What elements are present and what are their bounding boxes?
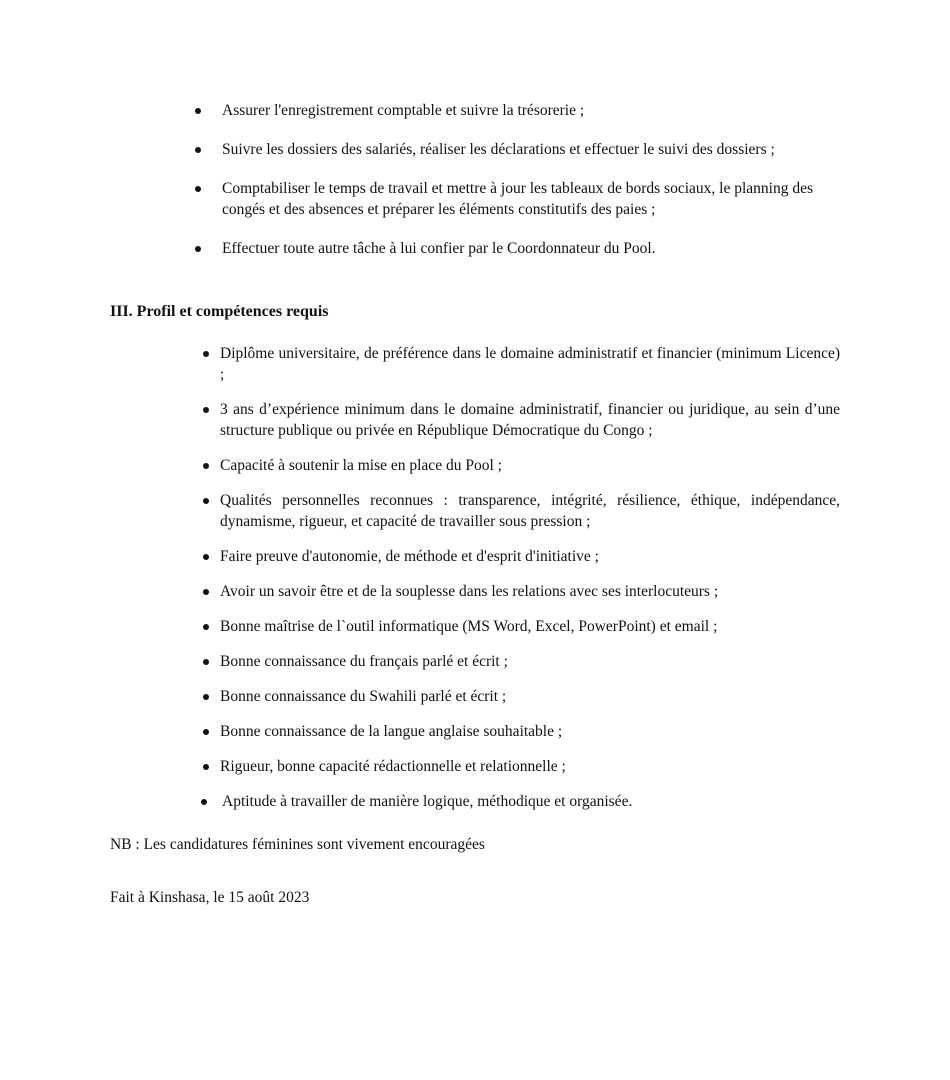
list-item — [220, 651, 840, 672]
duties-list — [222, 100, 842, 277]
bullet-icon — [203, 764, 209, 770]
bullet-icon — [203, 694, 209, 700]
bullet-icon — [203, 351, 209, 357]
list-item — [222, 238, 842, 259]
section-heading: III. Profil et compétences requis — [110, 303, 329, 320]
list-item-text: Bonne connaissance du Swahili parlé et écrit ; — [220, 688, 507, 705]
bullet-icon — [195, 186, 201, 192]
list-item-text: Comptabiliser le temps de travail et mettre à jour les tableaux de bords sociaux, le planning des congés et des absences et préparer les éléments constitutifs des paies ; — [222, 180, 813, 218]
list-item — [222, 139, 842, 160]
list-item-text: Faire preuve d'autonomie, de méthode et d'esprit d'initiative ; — [220, 548, 599, 565]
list-item — [220, 343, 840, 385]
list-item — [220, 616, 840, 637]
list-item-text: Capacité à soutenir la mise en place du Pool ; — [220, 457, 502, 474]
bullet-icon — [203, 729, 209, 735]
bullet-icon — [203, 624, 209, 630]
bullet-icon — [203, 498, 209, 504]
list-item-text: Bonne maîtrise de l`outil informatique (MS Word, Excel, PowerPoint) et email ; — [220, 618, 718, 635]
list-item — [220, 546, 840, 567]
list-item — [220, 490, 840, 532]
list-item — [220, 756, 840, 777]
requirements-list — [220, 343, 840, 826]
list-item-text: Rigueur, bonne capacité rédactionnelle et relationnelle ; — [220, 758, 566, 775]
bullet-icon — [195, 147, 201, 153]
list-item-text: Bonne connaissance du français parlé et écrit ; — [220, 653, 508, 670]
list-item — [222, 100, 842, 121]
list-item-text: Bonne connaissance de la langue anglaise souhaitable ; — [220, 723, 563, 740]
list-item — [220, 399, 840, 441]
list-item — [220, 581, 840, 602]
list-item-text: Suivre les dossiers des salariés, réaliser les déclarations et effectuer le suivi des dossiers ; — [222, 141, 775, 158]
list-item-text: Assurer l'enregistrement comptable et suivre la trésorerie ; — [222, 102, 585, 119]
list-item — [220, 686, 840, 707]
bullet-icon — [201, 799, 207, 805]
list-item — [220, 791, 840, 812]
note-text: NB : Les candidatures féminines sont vivement encouragées — [110, 836, 485, 853]
list-item-text: Avoir un savoir être et de la souplesse dans les relations avec ses interlocuteurs ; — [220, 583, 719, 600]
list-item-text: Qualités personnelles reconnues : transparence, intégrité, résilience, éthique, indépendance, dynamisme, rigueur, et capacité de travailler sous pression ; — [220, 492, 840, 530]
bullet-icon — [203, 659, 209, 665]
list-item-text: Aptitude à travailler de manière logique, méthodique et organisée. — [222, 793, 633, 810]
list-item-text: Diplôme universitaire, de préférence dans le domaine administratif et financier (minimum Licence) ; — [220, 345, 840, 383]
list-item-text: Effectuer toute autre tâche à lui confier par le Coordonnateur du Pool. — [222, 240, 656, 257]
bullet-icon — [195, 246, 201, 252]
signature-line: Fait à Kinshasa, le 15 août 2023 — [110, 889, 310, 906]
list-item — [220, 721, 840, 742]
bullet-icon — [203, 463, 209, 469]
bullet-icon — [203, 589, 209, 595]
bullet-icon — [203, 554, 209, 560]
bullet-icon — [195, 108, 201, 114]
list-item-text: 3 ans d’expérience minimum dans le domaine administratif, financier ou juridique, au sein d’une structure publique ou privée en République Démocratique du Congo ; — [220, 401, 840, 439]
list-item — [222, 178, 842, 220]
list-item — [220, 455, 840, 476]
bullet-icon — [203, 407, 209, 413]
